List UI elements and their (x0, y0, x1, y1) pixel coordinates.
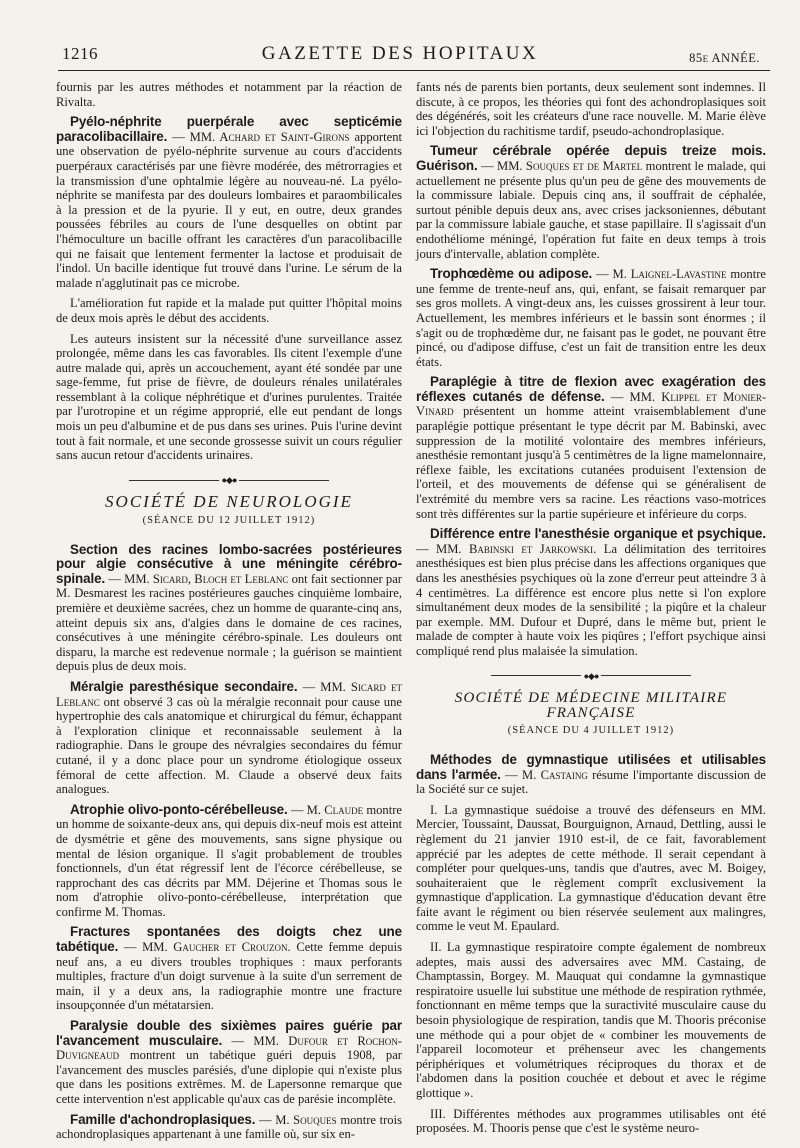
article-title: Paralysie double des sixièmes paires guérie par l'avancement musculaire. (56, 1018, 402, 1048)
article-title: Tumeur cérébrale opérée depuis treize mois. Guérison. (416, 143, 766, 173)
article: Section des racines lombo-sacrées postérieures pour algie consécutive à une méningite cérébro-spinale. — MM. Sicard, Bloch et Leblanc ont fait sectionner par M. Desmarest les racines postérieures gauches cinquième lombaire, première et deuxième sacrées, chez un homme de quarante-cinq ans, atteint depuis six ans, d'algies dans le domaine de ces racines, consécutives à une méningite cérébro-spinale. Les douleurs ont disparu, la marche est redevenue normale ; la guérison se maintient depuis plus de deux mois. (56, 541, 402, 674)
article-title: Famille d'achondroplasiques. (70, 1111, 256, 1127)
section-title: SOCIÉTÉ DE MÉDECINE MILITAIRE FRANÇAISE (454, 690, 728, 721)
page-number: 1216 (62, 44, 98, 63)
article-title: Méthodes de gymnastique utilisées et utilisables dans l'armée. (416, 751, 766, 782)
article-authors: MM. Sicard, Bloch et Leblanc (124, 571, 289, 586)
paragraph: II. La gymnastique respiratoire compte également de nombreux adeptes, mais aussi des adversaires avec MM. Castaing, de Champtassin, Borgey. M. Mauquat qui condamne la gymnastique respiratoire usuelle lui substitue une méthode de respiration rythmée, fonctionnant en même temps que la suractivité musculaire cause du besoin physiologique de respiration, tandis que M. Thooris préconise une méthode qui a pour objet de « combiner les mouvements de l'appareil locomoteur et préhenseur avec les changements périphériques et volumétriques réciproques du thorax et de l'abdomen dans la position couchée et debout et avec le régime glottique ». (416, 940, 766, 1100)
article-authors: MM. Dufour et Rochon-Duvigneaud (56, 1033, 403, 1063)
article: Pyélo-néphrite puerpérale avec septicémie paracolibacillaire. — MM. Achard et Saint-Girons apportent une observation de pyélo-néphrite survenue au cours d'accidents puerpéraux caractérisés par une fièvre modérée, des métrorragies et la transmission d'une ophtalmie légère au nouveau-né. La pyélo-néphrite se manifesta par des douleurs lombaires et paraombilicales à la pression et de la pyurie. Il y eut, en outre, deux grandes poussées fébriles au cours de l'une desquelles on obtint par l'hémoculture un bacille offrant les caractères d'un paracolibacille qui ne faisait que lentement fermenter la lactose et produisait de l'indol. Un bacille identique fut trouvé dans l'urine. Le sérum de la malade n'agglutinait pas ce microbe. (56, 114, 403, 290)
article-title: Section des racines lombo-sacrées postérieures pour algie consécutive à une méningite cérébro-spinale. (56, 541, 402, 586)
article-title: Atrophie olivo-ponto-cérébelleuse. (70, 801, 288, 817)
article-title: Méralgie paresthésique secondaire. (70, 678, 298, 694)
article-text: résume l'importante discussion de la Société sur ce sujet. (416, 767, 766, 797)
divider-line (239, 480, 329, 481)
article-authors: M. Laignel-Lavastine (612, 267, 727, 282)
article-text: apportent une observation de pyélo-néphrite survenue au cours d'accidents puerpéraux caractérisés par une fièvre modérée, des métrorragies et la transmission d'une ophtalmie légère au nouveau-né. La pyélo-néphrite se manifesta par des douleurs lombaires et paraombilicales à la pression et de la pyurie. Il y eut, en outre, deux grandes poussées fébriles au cours de l'une desquelles on obtint par l'hémoculture un bacille offrant les caractères d'un paracolibacille qui ne faisait que lentement fermenter la lactose et produisait de l'indol. Un bacille identique fut trouvé dans l'urine. Le sérum de la malade n'agglutinait pas ce microbe. (56, 129, 403, 290)
article-text: montrent le malade, qui actuellement ne présente plus qu'un peu de gêne des mouvements de la commissure labiale. Depuis cinq ans, il souffrait de céphalée, surtout pénible depuis deux ans, avec crises jacksoniennes, débutant par la commissure labiale gauche, et stase papillaire. Il s'agissait d'un endothéliome méningé, l'opération fut faite en deux temps à trois jours d'intervalle, ablation complète. (416, 158, 767, 261)
divider-line (601, 675, 691, 676)
article-authors: M. Souques (275, 1112, 337, 1127)
section-date: (SÉANCE DU 4 JUILLET 1912) (507, 725, 675, 737)
article-title: Trophœdème ou adipose. (430, 266, 593, 282)
article: Tumeur cérébrale opérée depuis treize mois. Guérison. — MM. Souques et de Martel montrent le malade, qui actuellement ne présente plus qu'un peu de gêne des mouvements de la commissure labiale. Depuis cinq ans, il souffrait de céphalée, surtout pénible depuis deux ans, avec crises jacksoniennes, débutant par la commissure labiale gauche, et stase papillaire. Il s'agissait d'un endothéliome méningé, l'opération fut faite en deux temps à trois jours d'intervalle, ablation complète. (416, 143, 767, 261)
article-title: Différence entre l'anesthésie organique et psychique. (430, 526, 766, 542)
section-date: (SÉANCE DU 12 JUILLET 1912) (142, 515, 316, 527)
article-text: ont fait sectionner par M. Desmarest les racines postérieures gauches cinquième lombaire, première et deuxième sacrées, chez un homme de quarante-cinq ans, atteint depuis six ans, d'algies dans le domaine de ces racines, consécutives à une méningite cérébro-spinale. Les douleurs ont disparu, la marche est redevenue normale ; la guérison se maintient depuis plus de deux mois. (56, 571, 402, 674)
article: Fractures spontanées des doigts chez une tabétique. — MM. Gaucher et Crouzon. Cette femme depuis neuf ans, a eu divers troubles trophiques : maux perforants multiples, fracture d'un doigt survenue à la suite d'un serrement de main, il y a deux ans, la radiographie montre une fracture insoupçonnée d'un métatarsien. (56, 924, 402, 1013)
article-authors: MM. Gaucher et Crouzon (142, 940, 288, 955)
article-authors: MM. Klippel et Monier-Vinard (416, 389, 767, 419)
journal-title: GAZETTE DES HOPITAUX (261, 43, 539, 64)
divider-line (129, 480, 219, 481)
article: Trophœdème ou adipose. — M. Laignel-Lavastine montre une femme de trente-neuf ans, qui, enfant, se faisait remarquer par ses gros mollets. A vingt-deux ans, les cuisses grossirent à leur tour. Actuellement, les membres inférieurs et le bassin sont énormes ; il s'agit ou de trophœdème dur, ne faisant pas le godet, ne pouvant être pincé, ou d'adipose diffuse, c'est un fait de transition entre les deux états. (416, 266, 767, 369)
article-authors: MM. Sicard et Leblanc (56, 679, 402, 709)
divider-ornament: ●◆● (583, 670, 599, 681)
article-title: Fractures spontanées des doigts chez une tabétique. (56, 924, 402, 955)
paragraph: III. Différentes méthodes aux programmes utilisables ont été proposées. M. Thooris pense que c'est le système neuro- (416, 1106, 766, 1136)
section-divider (56, 473, 402, 488)
article-authors: M. Castaing (522, 767, 588, 782)
header-rule (58, 70, 770, 71)
article: Méralgie paresthésique secondaire. — MM. Sicard et Leblanc ont observé 3 cas où la méralgie reconnait pour cause une hypertrophie des cals anatomique et chirurgical du fémur, échappant à l'exploration clinique et reconnaissable seulement à la radiographie. Dans le groupe des névralgies secondaires du fémur cutané, il y a donc place pour un syndrome étiologique osseux fémoral de cette affection. M. Claude a observé deux faits analogues. (56, 678, 402, 797)
page-header (40, 38, 760, 74)
section-divider (416, 669, 766, 684)
article-text: montrent un tabétique guéri depuis 1908, par l'avancement des muscles parésiés, d'une diplopie qui n'existe plus que dans les positions extrêmes. M. de Lapersonne remarque que cette intervention n'est applicable qu'aux cas de parésie incomplète. (56, 1048, 402, 1106)
article-authors: MM. Souques et de Martel (497, 158, 643, 173)
article: Famille d'achondroplasiques. — M. Souques montre trois achondroplasiques appartenant à une famille où, sur six en- (56, 1111, 402, 1142)
section-title: SOCIÉTÉ DE NEUROLOGIE (105, 492, 353, 512)
article: Paralysie double des sixièmes paires guérie par l'avancement musculaire. — MM. Dufour et Rochon-Duvigneaud montrent un tabétique guéri depuis 1908, par l'avancement des muscles parésiés, d'une diplopie qui n'existe plus que dans les positions extrêmes. M. de Lapersonne remarque que cette intervention n'est applicable qu'aux cas de parésie incomplète. (56, 1018, 403, 1106)
article-text: montre trois achondroplasiques appartenant à une famille où, sur six en- (56, 1112, 402, 1142)
article-authors: MM. Babinski et Jarkowski (436, 541, 594, 556)
article-text: montre un homme de soixante-deux ans, qui depuis dix-neuf mois est atteint de dysmétrie et gêne des mouvements, sans signe physique ou mental de lésion organique. Il s'agit probablement de troubles fonctionnels, d'un état régressif lent de l'écorce cérébelleuse, se rapprochant des cas décrits par MM. Déjerine et Thomas sous le nom d'atrophie olivo-ponto-cérébelleuse, interprétation que confirme M. Thomas. (56, 802, 403, 919)
paragraph: L'amélioration fut rapide et la malade put quitter l'hôpital moins de deux mois après le début des accidents. (56, 296, 402, 325)
article-title: Paraplégie à titre de flexion avec exagération des réflexes cutanés de défense. (416, 374, 766, 404)
article-text: La délimitation des territoires anesthésiques est bien plus précise dans les affections organiques que dans les anesthésies psychiques où la zone d'erreur peut atteindre 3 à 4 centimètres. La différence est encore plus nette si l'on explore simultanément deux modes de la sensibilité ; la piqûre et la chaleur par exemple. MM. Dufour et Dupré, dans le même but, prient le malade de compter à haute voix les piqûres ; l'effort psychique ainsi compliqué rend plus malaisée la simulation. (416, 541, 766, 658)
article-text: ont observé 3 cas où la méralgie reconnait pour cause une hypertrophie des cals anatomique et chirurgical du fémur, échappant à l'exploration clinique et reconnaissable seulement à la radiographie. Dans le groupe des névralgies secondaires du fémur cutané, il y a donc place pour un syndrome étiologique osseux fémoral de cette affection. M. Claude a observé deux faits analogues. (56, 694, 402, 797)
article-text: présentent un homme atteint vraisemblablement d'une paraplégie pottique présentant le type décrit par M. Babinski, avec suppression de la motilité volontaire des membres inférieurs, anesthésie remontant jusqu'à 5 centimètres de la ligne mamelonnaire, réflexe faible, les excitations cutanées produisent l'extension de l'orteil, et des mouvements de défense qui se généralisent de l'extrémité du membre vers sa racine. Les réactions vaso-motrices sont très différentes sur la partie supérieure et inférieure du corps. (416, 404, 766, 521)
paragraph: I. La gymnastique suédoise a trouvé des défenseurs en MM. Mercier, Toussaint, Daussat, Bourguignon, Arnaud, Dettling, aussi le règlement du 21 janvier 1910 est-il, de ce fait, favorablement apprécié par les adeptes de cette méthode. Il serait cependant à compléter pour quelques-uns, tandis que d'autres, avec M. Boigey, souhaiteraient que le règlement comprît exclusivement la gymnastique d'application. La gymnastique d'éducation devant être faite avant le régiment ou bien réservée seulement aux malingres, comme le veut M. Epaulard. (416, 802, 766, 934)
paragraph: fants nés de parents bien portants, deux seulement sont indemnes. Il discute, à ce propos, les théories qui font des achondroplasiques soit des dégénérés, soit les créateurs d'une race nouvelle. M. Marie élève ici l'objection du rachitisme tardif, pseudo-achondroplasique. (416, 80, 766, 138)
article-authors: M. Claude (306, 802, 364, 817)
article: Atrophie olivo-ponto-cérébelleuse. — M. Claude montre un homme de soixante-deux ans, qui depuis dix-neuf mois est atteint de dysmétrie et gêne des mouvements, sans signe physique ou mental de lésion organique. Il s'agit probablement de troubles fonctionnels, d'un état régressif lent de l'écorce cérébelleuse, se rapprochant des cas décrits par MM. Déjerine et Thomas sous le nom d'atrophie olivo-ponto-cérébelleuse, interprétation que confirme M. Thomas. (56, 801, 403, 919)
article-text: montre une femme de trente-neuf ans, qui, enfant, se faisait remarquer par ses gros mollets. A vingt-deux ans, les cuisses grossirent à leur tour. Actuellement, les membres inférieurs et le bassin sont énormes ; il s'agit ou de trophœdème dur, ne faisant pas le godet, ne pouvant être pincé, ou d'adipose diffuse, c'est un fait de transition entre les deux états. (416, 267, 767, 369)
article-text: Cette femme depuis neuf ans, a eu divers troubles trophiques : maux perforants multiples, fracture d'un doigt survenue à la suite d'un serrement de main, il y a deux ans, la radiographie montre une fracture insoupçonnée d'un métatarsien. (56, 940, 402, 1013)
article: Paraplégie à titre de flexion avec exagération des réflexes cutanés de défense. — MM. Klippel et Monier-Vinard présentent un homme atteint vraisemblablement d'une paraplégie pottique présentant le type décrit par M. Babinski, avec suppression de la motilité volontaire des membres inférieurs, anesthésie remontant jusqu'à 5 centimètres de la ligne mamelonnaire, réflexe faible, les excitations cutanées produisent l'extension de l'orteil, et des mouvements de défense qui se généralisent de l'extrémité du membre vers sa racine. Les réactions vaso-motrices sont très différentes sur la partie supérieure et inférieure du corps. (416, 374, 767, 521)
article-authors: MM. Achard et Saint-Girons (189, 129, 350, 144)
paragraph: Les auteurs insistent sur la nécessité d'une surveillance assez prolongée, même dans les cas favorables. Ils citent l'exemple d'une autre malade qui, après un accouchement, ayant été sondée par une sage-femme, fut prise de fièvre, de douleurs rénales unilatérales ressemblant à la colique néphrétique et d'urines purulentes. Traitée par l'urotropine et un régime approprié, elle eut pendant de longs mois un peu d'albumine et de pus dans ses urines. Puis l'urine devint tout à fait normale, et une seconde grossesse suivit un cours régulier sans aucun retour d'accidents urinaires. (56, 331, 402, 463)
article: Différence entre l'anesthésie organique et psychique. — MM. Babinski et Jarkowski. La délimitation des territoires anesthésiques est bien plus précise dans les affections organiques que dans les anesthésies psychiques où la zone d'erreur peut atteindre 3 à 4 centimètres. La différence est encore plus nette si l'on explore simultanément deux modes de la sensibilité ; la piqûre et la chaleur par exemple. MM. Dufour et Dupré, dans le même but, prient le malade de compter à haute voix les piqûres ; l'effort psychique ainsi compliqué rend plus malaisée la simulation. (416, 526, 766, 658)
year-label: 85e ANNÉE. (689, 51, 760, 65)
right-column (416, 80, 766, 1142)
paragraph: fournis par les autres méthodes et notamment par la réaction de Rivalta. (56, 80, 402, 109)
divider-line (491, 675, 581, 676)
left-column (56, 80, 402, 1148)
article: Méthodes de gymnastique utilisées et utilisables dans l'armée. — M. Castaing résume l'importante discussion de la Société sur ce sujet. (416, 751, 766, 797)
divider-ornament: ●◆● (221, 474, 237, 485)
article-title: Pyélo-néphrite puerpérale avec septicémie paracolibacillaire. (56, 114, 402, 144)
